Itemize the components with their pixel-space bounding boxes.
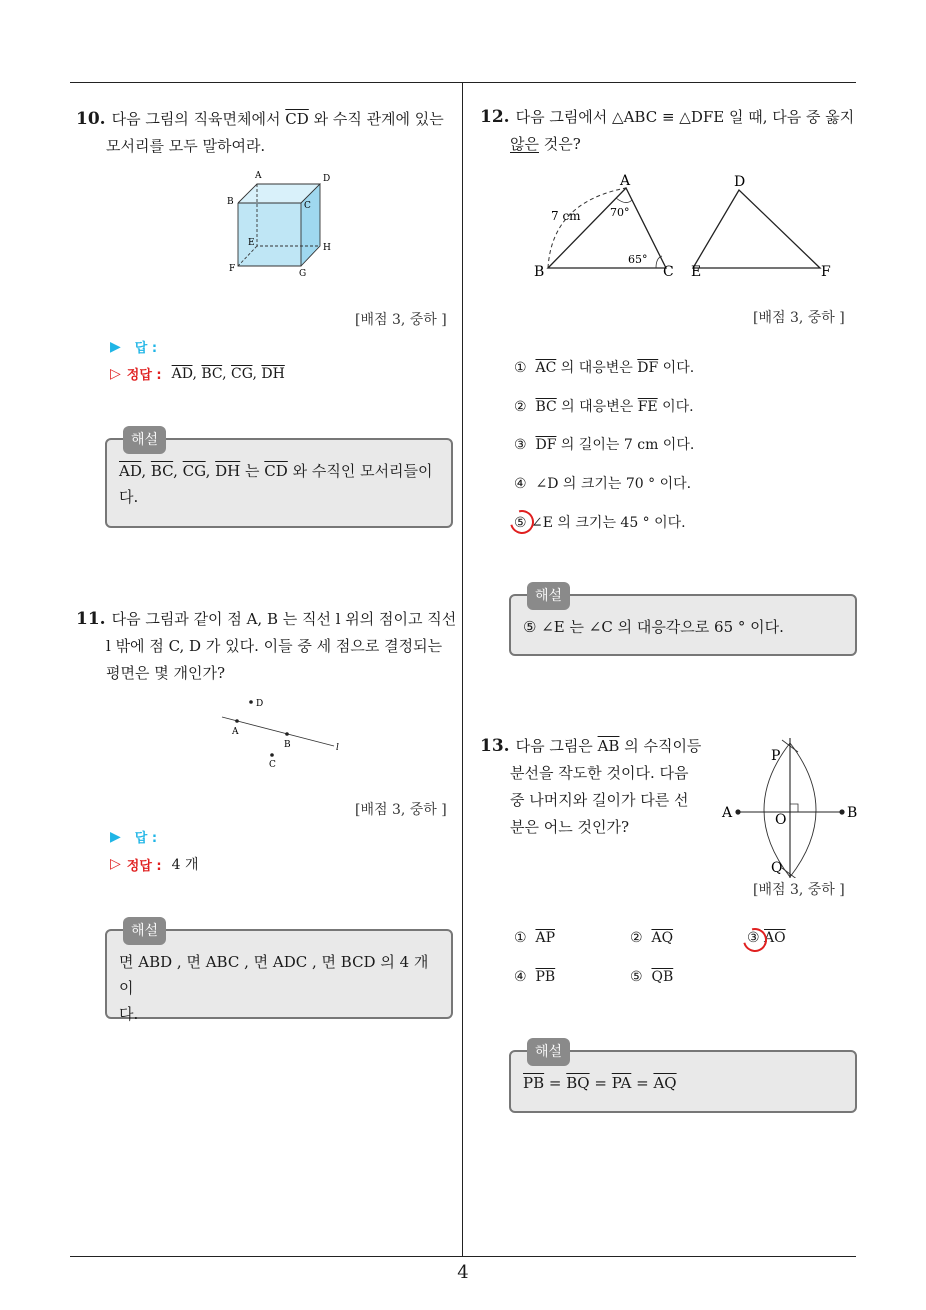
label-p: P xyxy=(771,748,781,764)
explanation-box xyxy=(509,588,857,656)
label-o: O xyxy=(775,812,787,828)
question-10: 10. 다음 그림의 직육면체에서 $\overline{CD}$ 와 수직 관계에 있는 모서리를 모두 말하여라. xyxy=(76,109,444,155)
score-label: [배점 3, 중하 ] xyxy=(355,802,447,818)
correct-answer-value: 4 개 xyxy=(171,857,199,873)
selected-answer-mark xyxy=(506,506,539,539)
option-3[interactable]: ③ $\overline{AO}$ xyxy=(747,930,786,946)
explanation-tag: 해설 xyxy=(527,582,570,610)
label-side-length: 7 cm xyxy=(551,209,581,223)
top-rule xyxy=(70,82,856,83)
option-4[interactable]: ④ ∠D 의 크기는 70 ° 이다. xyxy=(514,476,692,492)
selected-answer-mark xyxy=(739,924,772,957)
answer-row xyxy=(110,337,157,356)
answer-label: 답 : xyxy=(134,831,158,846)
label-l: l xyxy=(336,743,339,753)
correct-answer-row xyxy=(110,854,199,874)
label-f: F xyxy=(229,264,236,274)
explanation-text: ⑤ ∠E 는 ∠C 의 대응각으로 65 ° 이다. xyxy=(523,618,784,636)
option-2[interactable]: ② $\overline{BC}$ 의 대응변은 $\overline{FE}$ 이다. xyxy=(514,399,694,415)
page-number: 4 xyxy=(457,1262,469,1283)
question-number: 10. xyxy=(76,109,106,129)
outline-arrow-icon: ▷ xyxy=(110,365,121,382)
explanation-tag: 해설 xyxy=(527,1038,570,1066)
play-arrow-icon: ▶ xyxy=(110,338,121,355)
label-b: B xyxy=(847,805,858,821)
label-a: A xyxy=(620,173,631,189)
label-c: C xyxy=(269,760,276,770)
label-q: Q xyxy=(771,860,783,876)
explanation-box: 해설 면 ABD , 면 ABC , 면 ADC , 면 BCD 의 4 개이 다. xyxy=(105,929,453,1019)
explanation-tag: 해설 xyxy=(123,426,166,454)
explanation-box: 해설 $\overline{AD}$, $\overline{BC}$, $\overline{CG}$, $\overline{DH}$ 는 $\overline{CD}$ 와 수직인 모서리들이 다. xyxy=(105,438,453,528)
option-3[interactable]: ③ $\overline{DF}$ 의 길이는 7 cm 이다. xyxy=(514,437,695,453)
points-line-figure xyxy=(218,694,348,774)
label-e: E xyxy=(248,238,255,248)
explanation-text: $\overline{PB} = \overline{BQ} = \overline{PA} = \overline{AQ}$ xyxy=(523,1074,677,1092)
option-5[interactable]: ⑤ ∠E 의 크기는 45 ° 이다. xyxy=(514,515,686,531)
label-e: E xyxy=(691,264,702,280)
label-g: G xyxy=(299,269,307,278)
option-5[interactable]: ⑤ $\overline{QB}$ xyxy=(630,969,674,985)
question-11: 11. 다음 그림과 같이 점 A, B 는 직선 l 위의 점이고 직선 l 밖에 점 C, D 가 있다. 이들 중 세 점으로 결정되는 평면은 몇 개인가? xyxy=(76,609,457,682)
label-c: C xyxy=(663,264,674,280)
label-h: H xyxy=(323,243,331,253)
explanation-tag: 해설 xyxy=(123,917,166,945)
label-b: B xyxy=(534,264,545,280)
label-angle-c: 65° xyxy=(628,253,648,266)
option-1[interactable]: ① $\overline{AC}$ 의 대응변은 $\overline{DF}$ 이다. xyxy=(514,360,695,376)
label-c: C xyxy=(304,201,311,211)
label-a: A xyxy=(255,171,262,181)
label-a: A xyxy=(722,805,733,821)
correct-answer-value: $\overline{AD}$, $\overline{BC}$, $\overline{CG}$, $\overline{DH}$ xyxy=(171,365,285,382)
label-b: B xyxy=(227,197,234,207)
label-d: D xyxy=(323,174,331,184)
correct-answer-row xyxy=(110,364,285,383)
option-2[interactable]: ② $\overline{AQ}$ xyxy=(630,930,674,946)
option-4[interactable]: ④ $\overline{PB}$ xyxy=(514,969,556,985)
explanation-box xyxy=(509,1044,857,1113)
question-number: 13. xyxy=(480,736,510,756)
play-arrow-icon: ▶ xyxy=(110,828,121,845)
label-d: D xyxy=(256,699,264,709)
perpendicular-bisector-figure xyxy=(718,738,868,878)
bottom-rule xyxy=(70,1256,856,1257)
segment: $\overline{CD}$ xyxy=(285,110,309,128)
explanation-text: $\overline{AD}$, $\overline{BC}$, $\overline{CG}$, $\overline{DH}$ 는 $\overline{CD}$ 와 수직인 모서리들이 xyxy=(119,462,433,480)
score-label: [배점 3, 중하 ] xyxy=(753,882,845,898)
correct-label: 정답 : xyxy=(126,858,162,874)
question-number: 11. xyxy=(76,609,106,629)
question-number: 12. xyxy=(480,107,510,127)
label-f: F xyxy=(821,264,831,280)
score-label: [배점 3, 중하 ] xyxy=(753,310,845,326)
explanation-text: 면 ABD , 면 ABC , 면 ADC , 면 BCD 의 4 개이 xyxy=(119,953,429,997)
column-divider xyxy=(462,82,463,1256)
question-12: 12. 다음 그림에서 △ABC ≡ △DFE 일 때, 다음 중 옳지 않은 것은? xyxy=(480,107,855,153)
answer-row xyxy=(110,827,157,846)
option-1[interactable]: ① $\overline{AP}$ xyxy=(514,930,555,946)
label-b: B xyxy=(284,740,291,750)
label-d: D xyxy=(734,174,746,190)
answer-label: 답 : xyxy=(134,341,158,356)
correct-label: 정답 : xyxy=(126,368,162,383)
outline-arrow-icon: ▷ xyxy=(110,856,121,872)
score-label: [배점 3, 중하 ] xyxy=(355,312,447,328)
question-13: 13. 다음 그림은 $\overline{AB}$ 의 수직이등 분선을 작도한 것이다. 다음 중 나머지와 길이가 다른 선 분은 어느 것인가? xyxy=(480,736,702,836)
label-angle-a: 70° xyxy=(610,206,630,219)
cuboid-figure xyxy=(222,168,342,278)
label-a: A xyxy=(232,727,239,737)
triangles-figure xyxy=(530,172,840,282)
